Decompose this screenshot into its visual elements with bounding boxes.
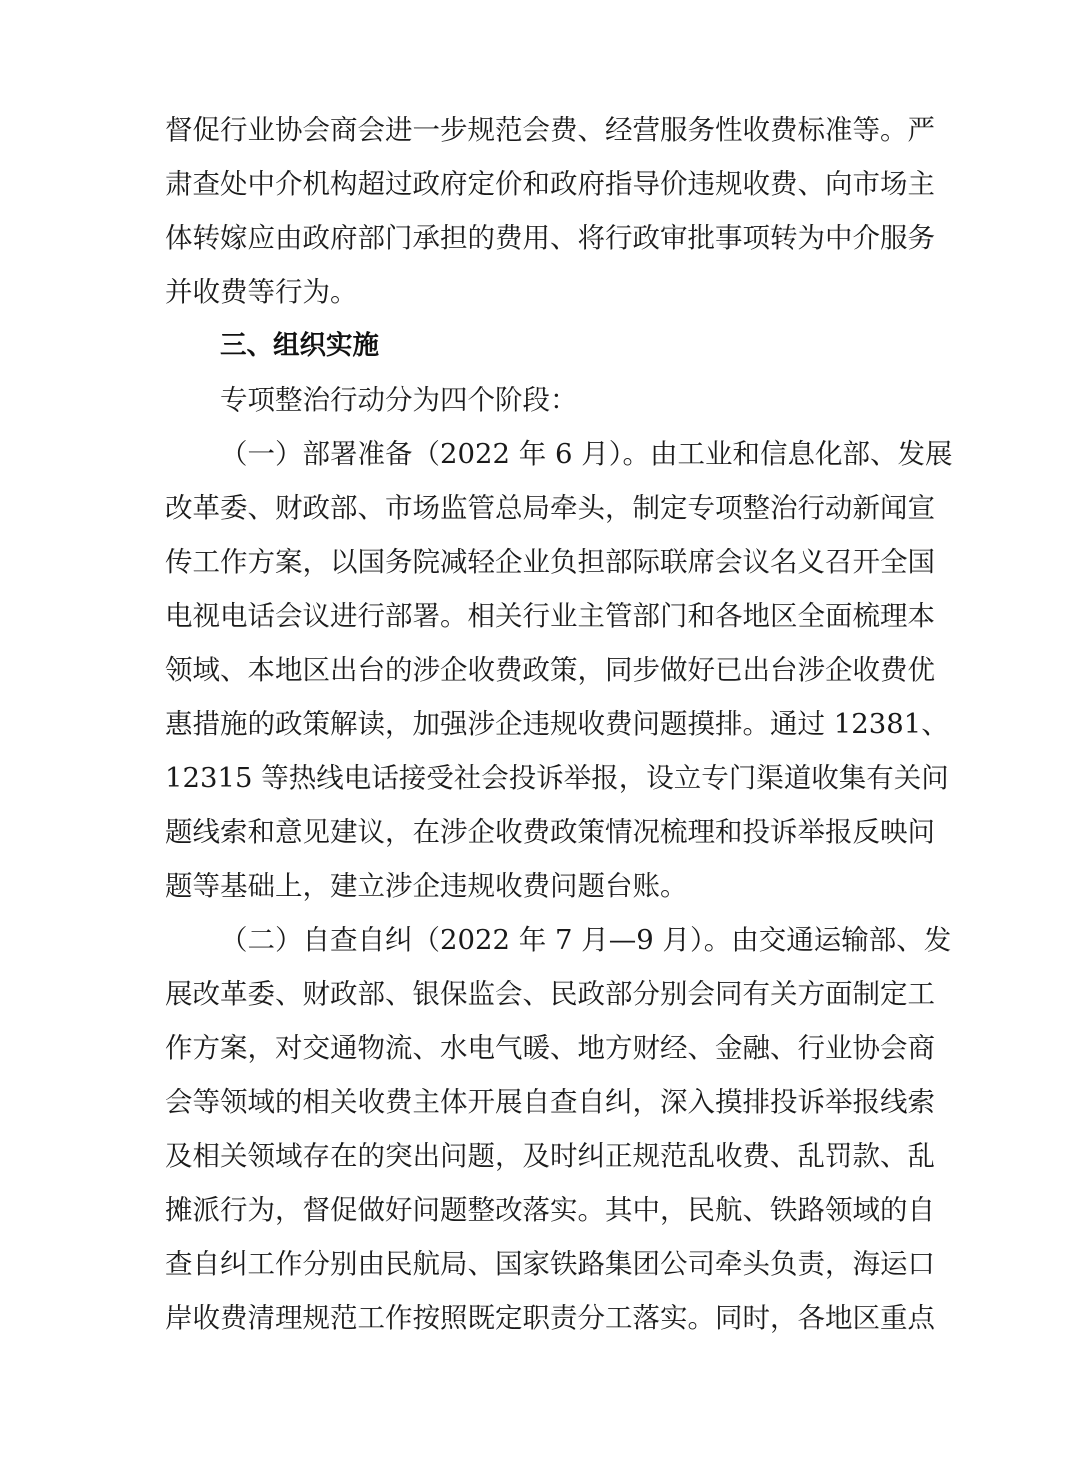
paragraph-line: 领域、本地区出台的涉企收费政策，同步做好已出台涉企收费优 (165, 654, 935, 686)
paragraph-line: 作方案，对交通物流、水电气暖、地方财经、金融、行业协会商 (165, 1032, 935, 1064)
paragraph-line: 题线索和意见建议，在涉企收费政策情况梳理和投诉举报反映问 (165, 816, 935, 848)
paragraph-line: 摊派行为，督促做好问题整改落实。其中，民航、铁路领域的自 (165, 1194, 935, 1226)
paragraph-line: 传工作方案，以国务院减轻企业负担部际联席会议名义召开全国 (165, 546, 935, 578)
paragraph-line: 专项整治行动分为四个阶段： (220, 384, 578, 416)
paragraph-line: 惠措施的政策解读，加强涉企违规收费问题摸排。通过 12381、 (165, 708, 949, 740)
paragraph-line: 并收费等行为。 (165, 276, 358, 308)
section-heading: 三、组织实施 (220, 330, 379, 361)
paragraph-line: 肃查处中介机构超过政府定价和政府指导价违规收费、向市场主 (165, 168, 935, 200)
paragraph-line: 查自纠工作分别由民航局、国家铁路集团公司牵头负责，海运口 (165, 1248, 935, 1280)
paragraph-line: 题等基础上，建立涉企违规收费问题台账。 (165, 870, 688, 902)
paragraph-line: 改革委、财政部、市场监管总局牵头，制定专项整治行动新闻宣 (165, 492, 935, 524)
paragraph-line: 电视电话会议进行部署。相关行业主管部门和各地区全面梳理本 (165, 600, 935, 632)
paragraph-line: 及相关领域存在的突出问题，及时纠正规范乱收费、乱罚款、乱 (165, 1140, 935, 1172)
paragraph-line: （一）部署准备（2022 年 6 月）。由工业和信息化部、发展 (220, 438, 953, 470)
paragraph-line: 12315 等热线电话接受社会投诉举报，设立专门渠道收集有关问 (165, 762, 949, 794)
paragraph-line: （二）自查自纠（2022 年 7 月—9 月）。由交通运输部、发 (220, 924, 952, 956)
paragraph-line: 督促行业协会商会进一步规范会费、经营服务性收费标准等。严 (165, 114, 935, 146)
paragraph-line: 岸收费清理规范工作按照既定职责分工落实。同时，各地区重点 (165, 1302, 935, 1334)
paragraph-line: 展改革委、财政部、银保监会、民政部分别会同有关方面制定工 (165, 978, 935, 1010)
paragraph-line: 会等领域的相关收费主体开展自查自纠，深入摸排投诉举报线索 (165, 1086, 935, 1118)
paragraph-line: 体转嫁应由政府部门承担的费用、将行政审批事项转为中介服务 (165, 222, 935, 254)
